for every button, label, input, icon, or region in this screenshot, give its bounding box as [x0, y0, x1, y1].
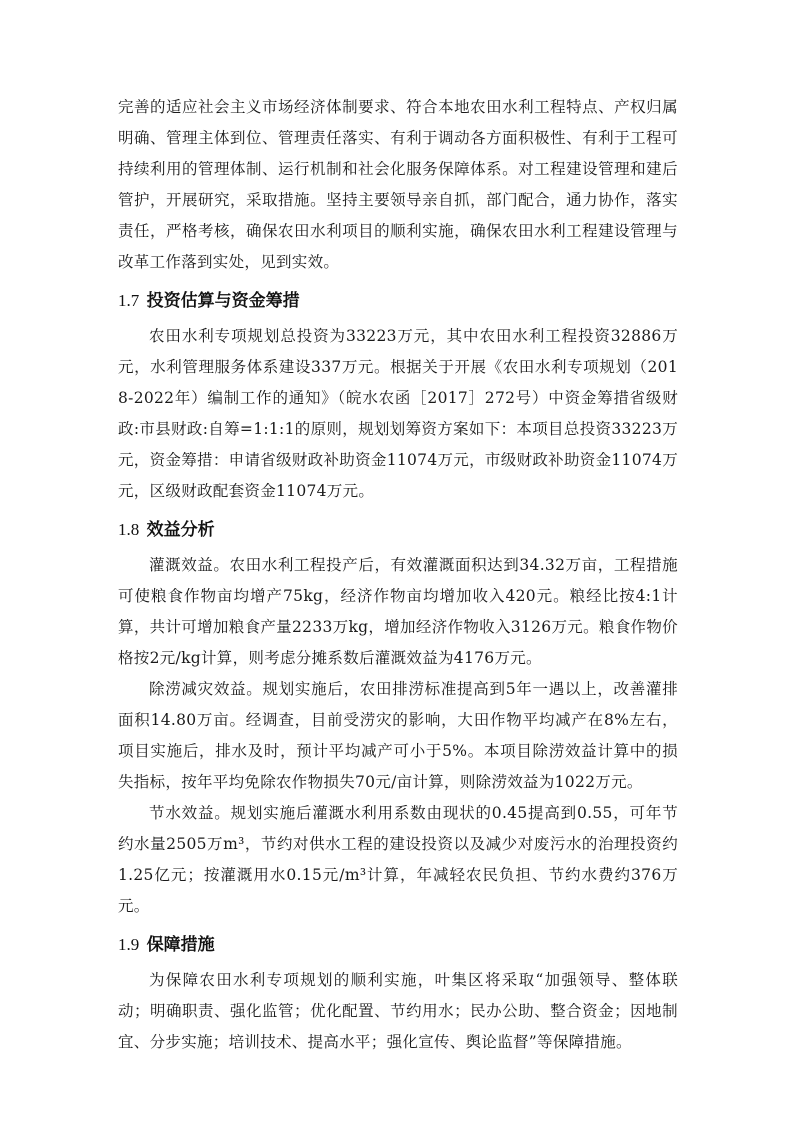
section-number: 1.7: [118, 291, 140, 310]
section-number: 1.8: [118, 520, 140, 539]
document-body: [118, 92, 678, 1058]
section-number: 1.9: [118, 935, 140, 954]
drainage-benefit-paragraph: 除涝减灾效益。规划实施后，农田排涝标准提高到5年一遇以上，改善灌排面积14.80万亩。经调查，目前受涝灾的影响，大田作物平均减产在8%左右，项目实施后，排水及时，预计平均减产可小于5%。本项目除涝效益计算中的损失指标，按年平均免除农作物损失70元/亩计算，则除涝效益为1022万元。: [118, 680, 678, 791]
section-heading-1-9: [118, 928, 678, 962]
section-title: 效益分析: [146, 520, 215, 540]
irrigation-benefit-paragraph: 灌溉效益。农田水利工程投产后，有效灌溉面积达到34.32万亩，工程措施可使粮食作物亩均增产75kg，经济作物亩均增加收入420元。粮经比按4:1计算，共计可增加粮食产量2233万kg，增加经济作物收入3126万元。粮食作物价格按2元/kg计算，则考虑分摊系数后灌溉效益为4176万元。: [118, 556, 678, 667]
safeguard-paragraph: 为保障农田水利专项规划的顺利实施，叶集区将采取“加强领导、整体联动；明确职责、强化监管；优化配置、节约用水；民办公助、整合资金；因地制宜、分步实施；培训技术、提高水平；强化宣传、舆论监督”等保障措施。: [118, 971, 678, 1051]
water-saving-benefit-paragraph: 节水效益。规划实施后灌溉水利用系数由现状的0.45提高到0.55，可年节约水量2505万m³，节约对供水工程的建设投资以及减少对废污水的治理投资约1.25亿元；按灌溉用水0.15元/m³计算，年减轻农民负担、节约水费约376万元。: [118, 804, 678, 915]
investment-paragraph: 农田水利专项规划总投资为33223万元，其中农田水利工程投资32886万元，水利管理服务体系建设337万元。根据关于开展《农田水利专项规划（2018-2022年）编制工作的通知》（皖水农函［2017］272号）中资金筹措省级财政:市县财政:自筹=1:1:1的原则，规划划筹资方案如下：本项目总投资33223万元，资金筹措：申请省级财政补助资金11074万元，市级财政补助资金11074万元，区级财政配套资金11074万元。: [118, 327, 678, 500]
section-title: 投资估算与资金筹措: [146, 291, 300, 311]
section-heading-1-8: [118, 513, 678, 547]
section-heading-1-7: [118, 284, 678, 318]
section-title: 保障措施: [146, 935, 215, 955]
intro-paragraph: 完善的适应社会主义市场经济体制要求、符合本地农田水利工程特点、产权归属明确、管理主体到位、管理责任落实、有利于调动各方面积极性、有利于工程可持续利用的管理体制、运行机制和社会化服务保障体系。对工程建设管理和建后管护，开展研究，采取措施。坚持主要领导亲自抓，部门配合，通力协作，落实责任，严格考核，确保农田水利项目的顺利实施，确保农田水利工程建设管理与改革工作落到实处，见到实效。: [118, 98, 678, 271]
